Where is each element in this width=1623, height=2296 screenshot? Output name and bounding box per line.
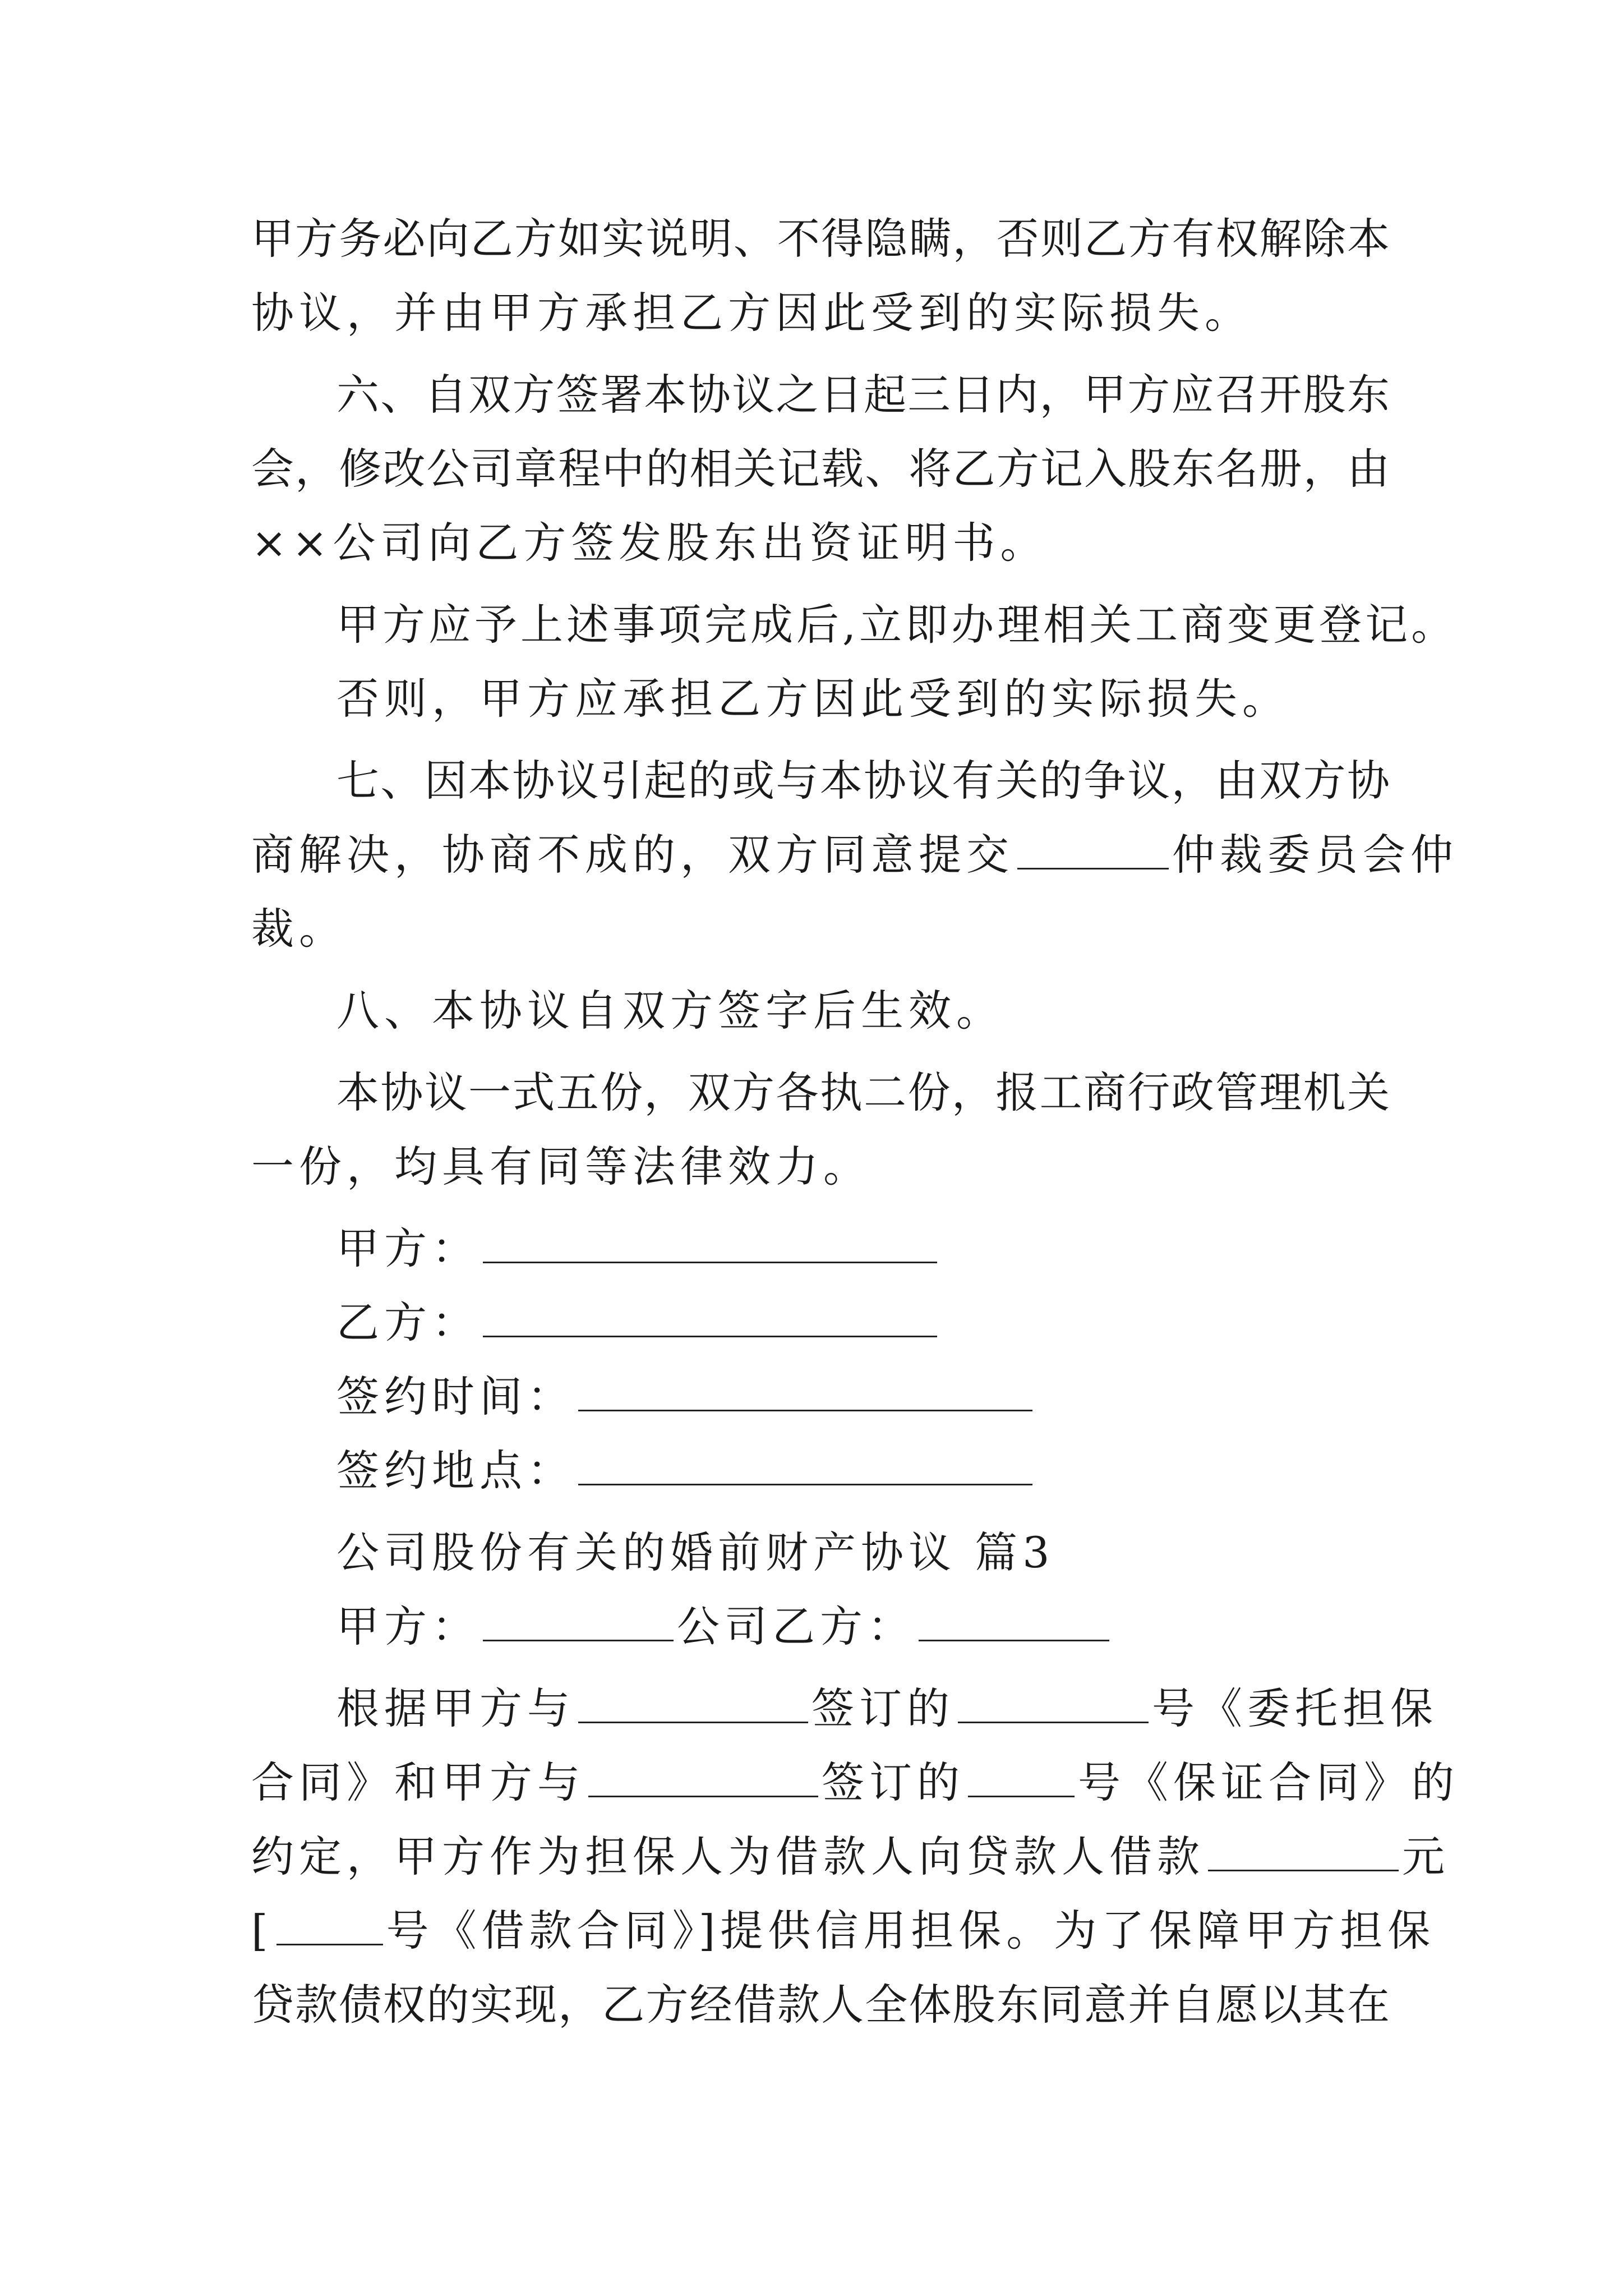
text-line: 协议，并由甲方承担乙方因此受到的实际损失。 xyxy=(251,288,1252,338)
label: 乙方： xyxy=(336,1297,479,1347)
text-fragment: 约定，甲方作为担保人为借款人向贷款人借款 xyxy=(251,1832,1205,1881)
text-line xyxy=(251,817,1458,893)
blank-sign-time[interactable] xyxy=(578,1376,1032,1411)
text-line: 一份，均具有同等法律效力。 xyxy=(251,1142,871,1191)
sign-place xyxy=(336,1433,1390,1509)
sign-party-a xyxy=(336,1211,1390,1287)
text-line: ××公司向乙方签发股东出资证明书。 xyxy=(251,518,1048,568)
text-line: 否则，甲方应承担乙方因此受到的实际损失。 xyxy=(336,674,1290,724)
sign-time xyxy=(336,1359,1390,1435)
text-fragment: 仲裁委员会仲 xyxy=(1172,830,1458,880)
text-line: 八、本协议自双方签字后生效。 xyxy=(336,986,1004,1036)
text-line: 甲方应予上述事项完成后,立即办理相关工商变更登记。 xyxy=(336,600,1458,650)
blank-sign-place[interactable] xyxy=(578,1450,1032,1485)
blank-arbitration-commission[interactable] xyxy=(1017,834,1169,869)
blank-signatory[interactable] xyxy=(588,1762,818,1797)
text-fragment: 合同》和甲方与 xyxy=(251,1757,585,1807)
text-line: 甲方务必向乙方如实说明、不得隐瞒，否则乙方有权解除本 xyxy=(251,214,1390,264)
text-fragment: 商解决，协商不成的，双方同意提交 xyxy=(251,830,1014,880)
text-fragment: 元 xyxy=(1402,1832,1450,1881)
blank-loan-amount[interactable] xyxy=(1208,1836,1399,1871)
section-title: 公司股份有关的婚前财产协议 篇3 xyxy=(336,1527,1055,1577)
text-fragment: [ xyxy=(251,1906,273,1955)
text-fragment: 号《借款合同》]提供信用担保。为了保障甲方担保 xyxy=(386,1906,1436,1955)
blank-party-a[interactable] xyxy=(483,1228,937,1263)
text-line xyxy=(336,1671,1438,1747)
text-line xyxy=(251,1819,1450,1895)
blank-contract-number[interactable] xyxy=(958,1688,1149,1723)
blank-signatory[interactable] xyxy=(578,1688,808,1723)
text-fragment: 签订的 xyxy=(822,1757,965,1807)
parties-line xyxy=(336,1589,1390,1665)
label: 签约地点： xyxy=(336,1446,575,1496)
sign-party-b xyxy=(336,1285,1390,1361)
text-line: 本协议一式五份，双方各执二份，报工商行政管理机关 xyxy=(336,1068,1390,1117)
label: 签约时间： xyxy=(336,1372,575,1421)
blank-guarantee-number[interactable] xyxy=(968,1762,1075,1797)
blank-party-a-name[interactable] xyxy=(483,1606,674,1641)
text-line: 贷款债权的实现，乙方经借款人全体股东同意并自愿以其在 xyxy=(251,1980,1390,2030)
label: 甲方： xyxy=(336,1602,479,1651)
text-fragment: 号《保证合同》的 xyxy=(1078,1757,1459,1807)
blank-loan-contract-number[interactable] xyxy=(276,1910,383,1945)
text-line xyxy=(251,1745,1459,1821)
label: 甲方： xyxy=(336,1223,479,1273)
text-line: 裁。 xyxy=(251,904,347,954)
text-fragment: 根据甲方与 xyxy=(336,1683,575,1733)
label: 公司乙方： xyxy=(677,1602,915,1651)
blank-party-b[interactable] xyxy=(483,1302,937,1337)
text-line: 会，修改公司章程中的相关记载、将乙方记入股东名册，由 xyxy=(251,444,1390,494)
blank-party-b-name[interactable] xyxy=(919,1606,1109,1641)
text-fragment: 签订的 xyxy=(811,1683,955,1733)
text-line: 七、因本协议引起的或与本协议有关的争议，由双方协 xyxy=(336,756,1390,806)
text-fragment: 号《委托担保 xyxy=(1152,1683,1438,1733)
text-line xyxy=(251,1893,1436,1969)
text-line: 六、自双方签署本协议之日起三日内，甲方应召开股东 xyxy=(336,370,1390,420)
